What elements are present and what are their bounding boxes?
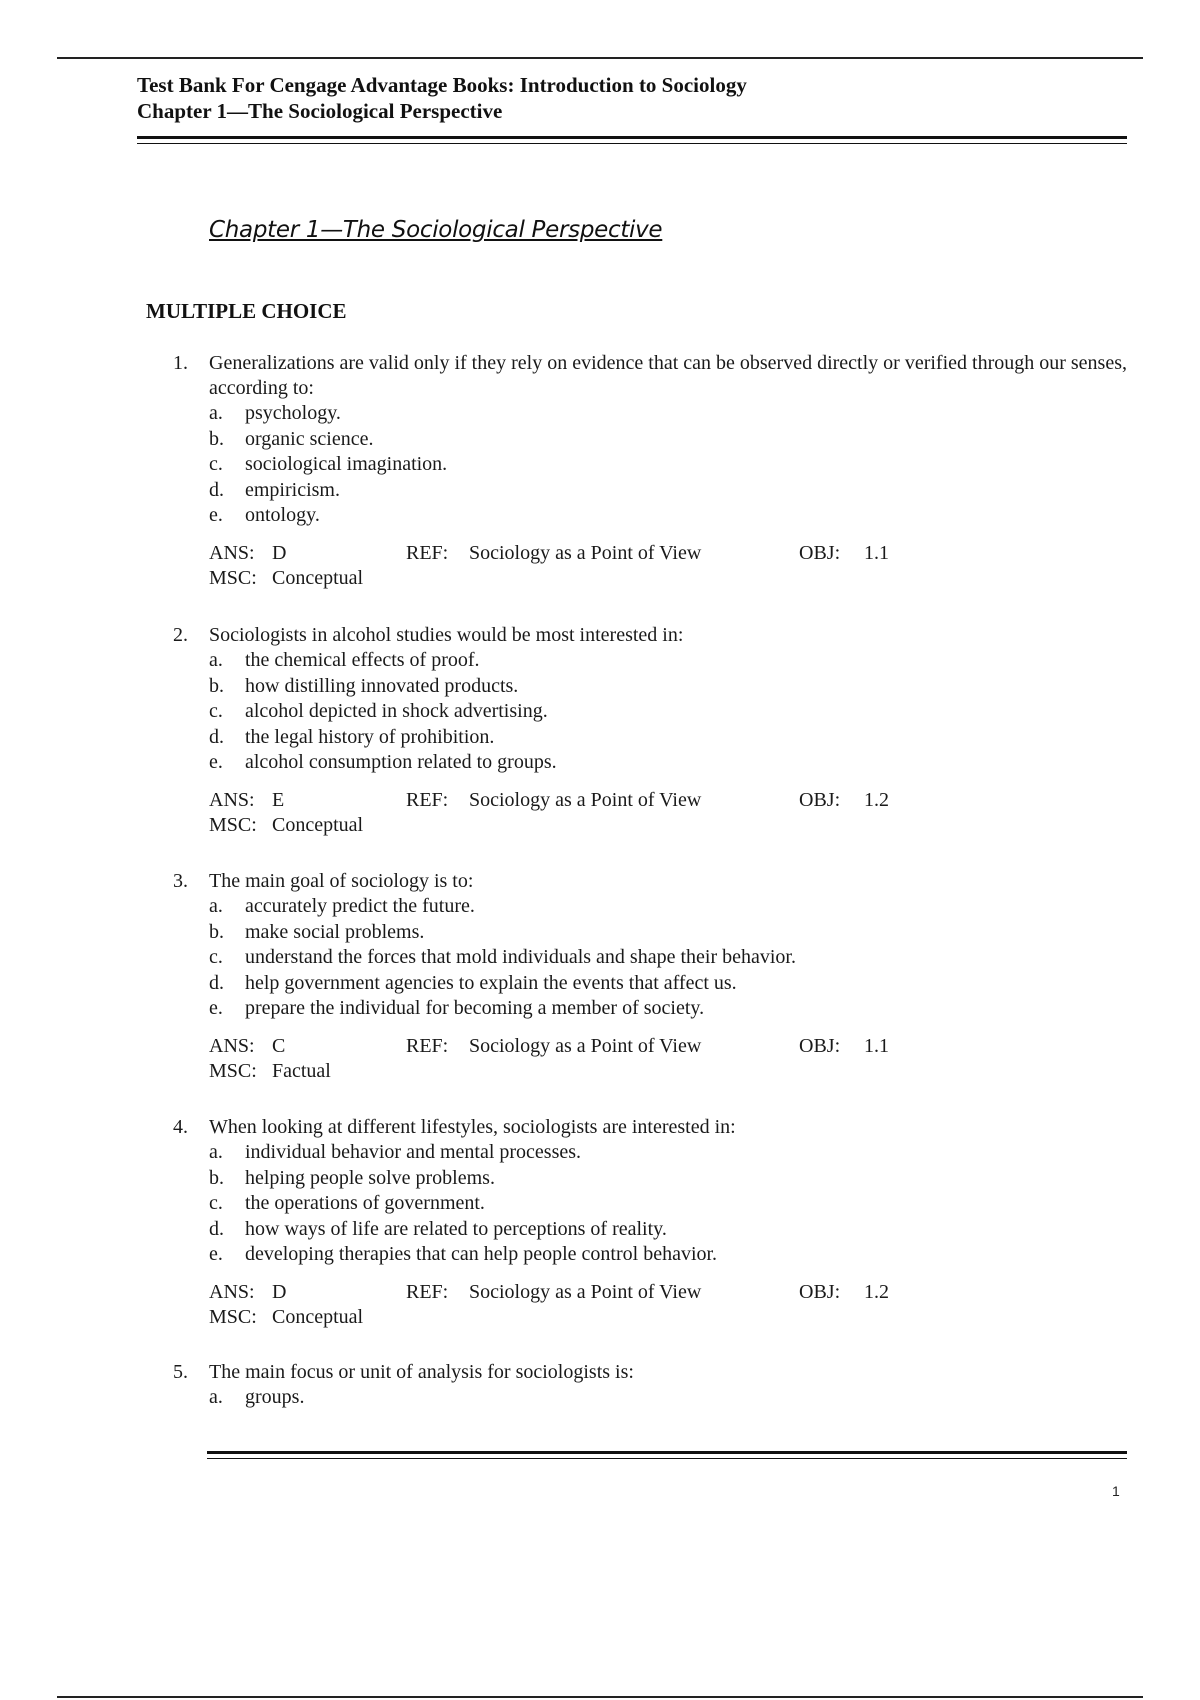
msc-value: Conceptual xyxy=(272,1305,364,1328)
option-c xyxy=(173,1191,1133,1217)
obj-label: OBJ: xyxy=(799,1280,841,1303)
header-double-rule xyxy=(137,136,1127,144)
option-letter: e. xyxy=(209,997,223,1019)
obj-label: OBJ: xyxy=(799,788,841,811)
option-letter: c. xyxy=(209,700,223,722)
option-letter: e. xyxy=(209,751,223,773)
question-text: When looking at different lifestyles, sociologists are interested in: xyxy=(209,1116,736,1138)
option-text: alcohol depicted in shock advertising. xyxy=(245,700,548,722)
option-d xyxy=(173,725,1133,751)
question-stem xyxy=(173,869,1133,894)
option-c xyxy=(173,699,1133,725)
option-a xyxy=(173,1385,1133,1411)
msc-value: Conceptual xyxy=(272,813,364,836)
option-text: alcohol consumption related to groups. xyxy=(245,751,557,773)
option-e xyxy=(173,503,1133,529)
ans-label: ANS: xyxy=(209,1280,255,1303)
option-letter: c. xyxy=(209,1192,223,1214)
obj-value: 1.1 xyxy=(864,541,889,564)
option-text: help government agencies to explain the events that affect us. xyxy=(245,971,737,994)
option-letter: c. xyxy=(209,946,223,968)
page-number: 1 xyxy=(1112,1483,1120,1499)
option-letter: b. xyxy=(209,1166,224,1189)
option-text: the chemical effects of proof. xyxy=(245,649,480,671)
question-number: 1. xyxy=(173,352,188,374)
option-d xyxy=(173,478,1133,504)
ref-value: Sociology as a Point of View xyxy=(469,541,702,564)
option-text: make social problems. xyxy=(245,920,425,943)
footer-double-rule xyxy=(207,1451,1127,1459)
msc-label: MSC: xyxy=(209,813,257,836)
question-4 xyxy=(173,1115,1133,1330)
question-stem xyxy=(173,351,1133,401)
ref-label: REF: xyxy=(406,541,449,564)
option-e xyxy=(173,996,1133,1022)
option-e xyxy=(173,1242,1133,1268)
option-letter: a. xyxy=(209,402,223,424)
question-1 xyxy=(173,351,1133,591)
option-d xyxy=(173,1217,1133,1243)
option-letter: e. xyxy=(209,504,223,526)
running-header-chapter: Chapter 1—The Sociological Perspective xyxy=(137,99,503,123)
question-5 xyxy=(173,1360,1133,1411)
answer-metadata xyxy=(173,1034,1133,1084)
option-letter: b. xyxy=(209,674,224,697)
obj-label: OBJ: xyxy=(799,1034,841,1057)
option-text: psychology. xyxy=(245,402,341,424)
option-text: accurately predict the future. xyxy=(245,895,475,917)
option-letter: d. xyxy=(209,725,224,748)
msc-value: Conceptual xyxy=(272,566,364,589)
question-stem xyxy=(173,1115,1133,1140)
question-text: Sociologists in alcohol studies would be most interested in: xyxy=(209,624,684,646)
msc-label: MSC: xyxy=(209,1059,257,1082)
option-text: helping people solve problems. xyxy=(245,1166,495,1189)
option-text: the operations of government. xyxy=(245,1192,485,1214)
option-text: developing therapies that can help people control behavior. xyxy=(245,1243,718,1265)
option-letter: a. xyxy=(209,895,223,917)
question-number: 3. xyxy=(173,870,188,892)
question-text: The main goal of sociology is to: xyxy=(209,870,474,892)
question-text: The main focus or unit of analysis for sociologists is: xyxy=(209,1361,634,1383)
question-number: 4. xyxy=(173,1116,188,1138)
option-c xyxy=(173,945,1133,971)
option-text: empiricism. xyxy=(245,478,340,501)
ref-value: Sociology as a Point of View xyxy=(469,1034,702,1057)
chapter-title: Chapter 1—The Sociological Perspective xyxy=(209,217,663,243)
question-stem xyxy=(173,1360,1133,1385)
answer-metadata xyxy=(173,788,1133,838)
section-heading: MULTIPLE CHOICE xyxy=(146,299,347,323)
option-letter: b. xyxy=(209,920,224,943)
obj-value: 1.2 xyxy=(864,788,889,811)
option-letter: a. xyxy=(209,1141,223,1163)
question-number: 2. xyxy=(173,624,188,646)
option-text: ontology. xyxy=(245,504,320,526)
option-d xyxy=(173,971,1133,997)
msc-value: Factual xyxy=(272,1059,331,1082)
running-header-title: Test Bank For Cengage Advantage Books: Introduction to Sociology xyxy=(137,73,747,97)
ref-label: REF: xyxy=(406,1034,449,1057)
msc-label: MSC: xyxy=(209,1305,257,1328)
ans-label: ANS: xyxy=(209,1034,255,1057)
option-letter: a. xyxy=(209,1386,223,1408)
answer-metadata xyxy=(173,541,1133,591)
obj-value: 1.2 xyxy=(864,1280,889,1303)
option-text: groups. xyxy=(245,1386,305,1408)
option-letter: c. xyxy=(209,453,223,475)
option-letter: a. xyxy=(209,649,223,671)
option-letter: d. xyxy=(209,1217,224,1240)
option-letter: e. xyxy=(209,1243,223,1265)
running-header xyxy=(137,72,1127,144)
ans-value: E xyxy=(272,788,285,811)
option-text: individual behavior and mental processes. xyxy=(245,1141,582,1163)
option-b xyxy=(173,920,1133,946)
ans-value: D xyxy=(272,541,287,564)
question-3 xyxy=(173,869,1133,1084)
option-letter: b. xyxy=(209,427,224,450)
answer-metadata xyxy=(173,1280,1133,1330)
option-letter: d. xyxy=(209,478,224,501)
page-top-rule xyxy=(57,57,1143,59)
question-2 xyxy=(173,623,1133,838)
ref-label: REF: xyxy=(406,1280,449,1303)
option-text: how ways of life are related to perceptions of reality. xyxy=(245,1217,667,1240)
question-text: Generalizations are valid only if they rely on evidence that can be observed directly or verified through our senses, according to: xyxy=(209,352,1127,399)
ref-value: Sociology as a Point of View xyxy=(469,788,702,811)
option-letter: d. xyxy=(209,971,224,994)
option-text: organic science. xyxy=(245,427,374,450)
ref-value: Sociology as a Point of View xyxy=(469,1280,702,1303)
option-a xyxy=(173,401,1133,427)
option-e xyxy=(173,750,1133,776)
option-text: the legal history of prohibition. xyxy=(245,725,495,748)
ans-value: D xyxy=(272,1280,287,1303)
option-a xyxy=(173,894,1133,920)
option-text: understand the forces that mold individuals and shape their behavior. xyxy=(245,946,796,968)
ref-label: REF: xyxy=(406,788,449,811)
option-b xyxy=(173,674,1133,700)
option-a xyxy=(173,648,1133,674)
option-b xyxy=(173,1166,1133,1192)
ans-label: ANS: xyxy=(209,788,255,811)
option-c xyxy=(173,452,1133,478)
question-number: 5. xyxy=(173,1361,188,1383)
ans-value: C xyxy=(272,1034,286,1057)
option-text: prepare the individual for becoming a member of society. xyxy=(245,997,705,1019)
obj-value: 1.1 xyxy=(864,1034,889,1057)
option-a xyxy=(173,1140,1133,1166)
ans-label: ANS: xyxy=(209,541,255,564)
option-b xyxy=(173,427,1133,453)
option-text: sociological imagination. xyxy=(245,453,448,475)
question-stem xyxy=(173,623,1133,648)
msc-label: MSC: xyxy=(209,566,257,589)
obj-label: OBJ: xyxy=(799,541,841,564)
option-text: how distilling innovated products. xyxy=(245,674,519,697)
page-bottom-rule xyxy=(57,1696,1143,1698)
